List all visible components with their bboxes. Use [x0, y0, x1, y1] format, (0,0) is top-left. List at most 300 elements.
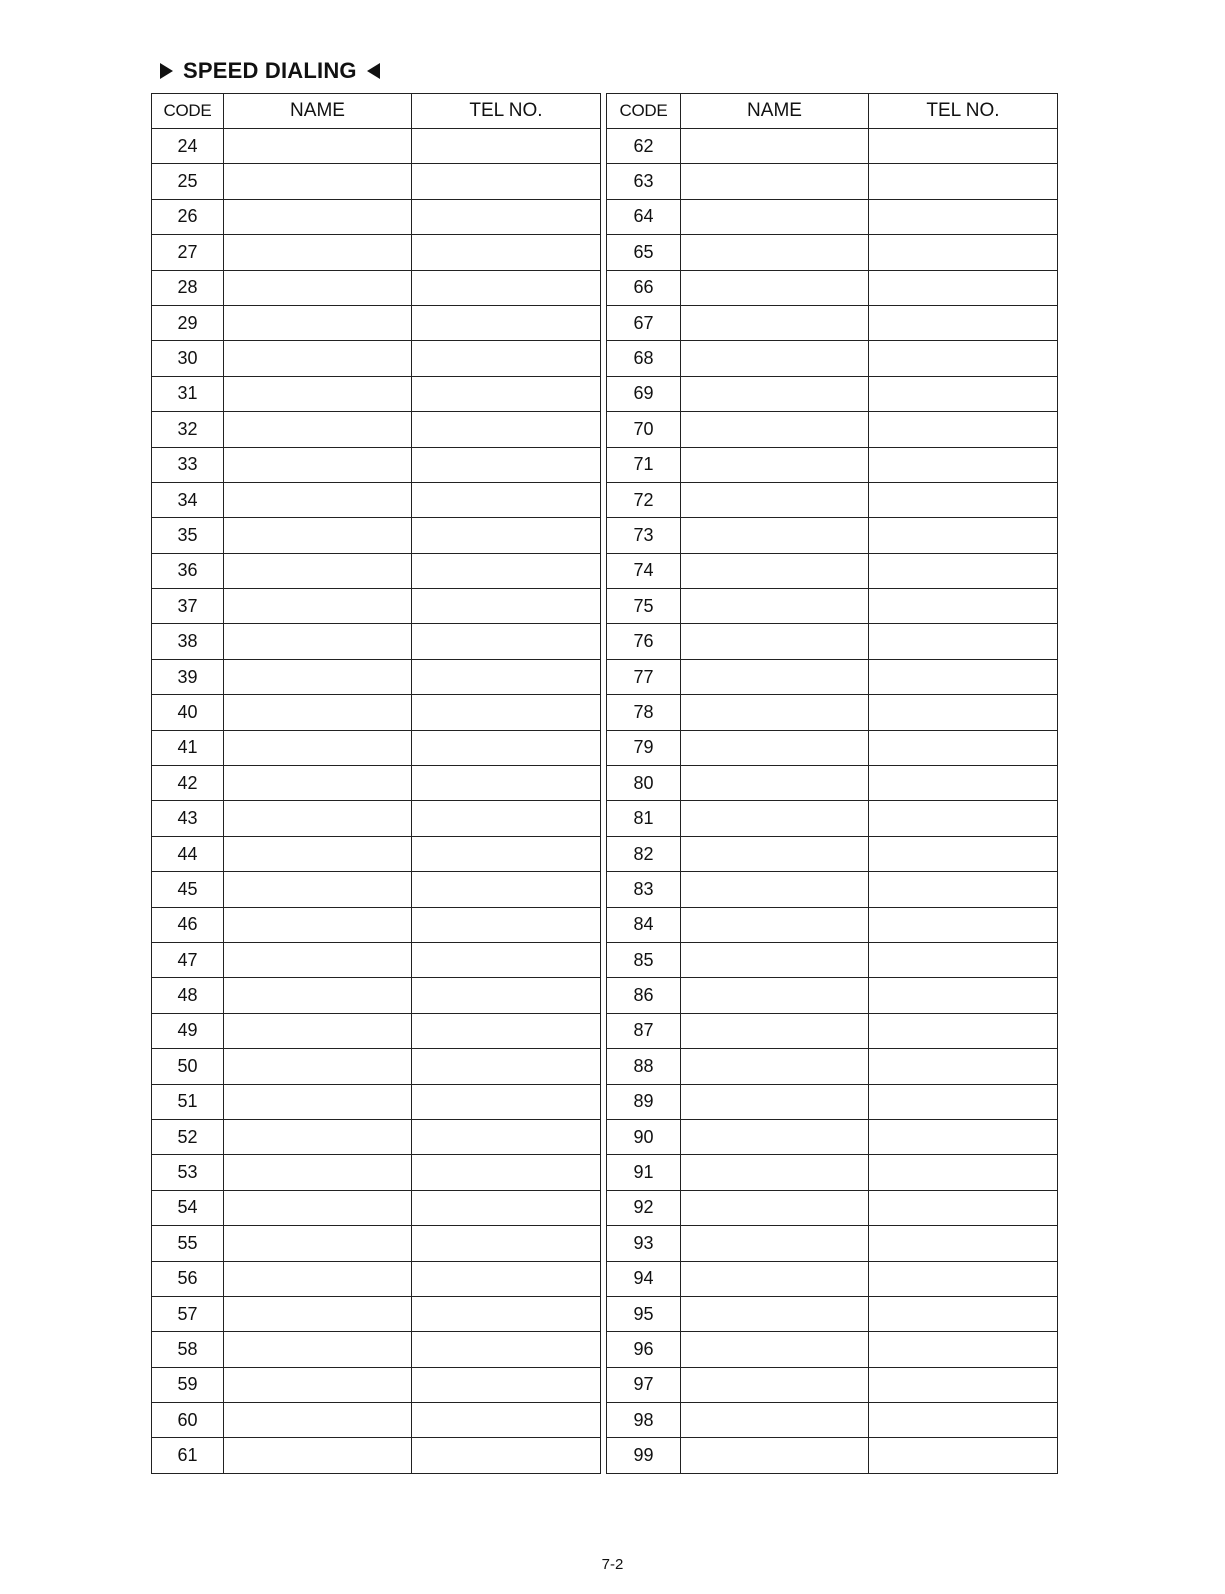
code-cell: 93 [607, 1226, 681, 1261]
code-cell: 44 [152, 836, 224, 871]
name-cell[interactable] [224, 1155, 412, 1190]
tel-cell[interactable] [412, 482, 601, 517]
table-row [607, 978, 1058, 1013]
name-cell[interactable] [681, 872, 869, 907]
name-cell[interactable] [681, 589, 869, 624]
table-row [152, 1119, 601, 1154]
name-cell[interactable] [224, 482, 412, 517]
code-cell: 99 [607, 1438, 681, 1473]
code-cell: 33 [152, 447, 224, 482]
code-cell: 87 [607, 1013, 681, 1048]
name-cell[interactable] [224, 730, 412, 765]
table-row [152, 766, 601, 801]
tel-cell[interactable] [869, 129, 1058, 164]
tel-cell[interactable] [869, 1013, 1058, 1048]
code-cell: 52 [152, 1119, 224, 1154]
tel-cell[interactable] [412, 1367, 601, 1402]
name-cell[interactable] [224, 1190, 412, 1225]
code-header: CODE [152, 94, 224, 129]
table-row [607, 766, 1058, 801]
tel-cell[interactable] [412, 412, 601, 447]
name-cell[interactable] [224, 1049, 412, 1084]
tel-cell[interactable] [869, 1155, 1058, 1190]
tel-cell[interactable] [412, 659, 601, 694]
table-row [607, 1296, 1058, 1331]
tel-cell[interactable] [412, 942, 601, 977]
code-cell: 35 [152, 518, 224, 553]
table-row [152, 978, 601, 1013]
header-row [607, 94, 1058, 129]
table-row [152, 1261, 601, 1296]
tel-cell[interactable] [869, 341, 1058, 376]
tel-cell[interactable] [412, 1013, 601, 1048]
name-cell[interactable] [224, 1332, 412, 1367]
tel-cell[interactable] [412, 801, 601, 836]
code-cell: 66 [607, 270, 681, 305]
name-cell[interactable] [681, 164, 869, 199]
table-row [152, 1226, 601, 1261]
code-cell: 65 [607, 235, 681, 270]
code-cell: 46 [152, 907, 224, 942]
code-cell: 97 [607, 1367, 681, 1402]
table-row [152, 341, 601, 376]
tel-cell[interactable] [412, 376, 601, 411]
name-cell[interactable] [681, 305, 869, 340]
name-cell[interactable] [681, 1119, 869, 1154]
code-cell: 79 [607, 730, 681, 765]
name-cell[interactable] [681, 447, 869, 482]
tel-cell[interactable] [869, 872, 1058, 907]
tel-cell[interactable] [869, 1190, 1058, 1225]
table-row [607, 235, 1058, 270]
tel-cell[interactable] [412, 1226, 601, 1261]
tel-cell[interactable] [412, 341, 601, 376]
tel-cell[interactable] [869, 589, 1058, 624]
name-cell[interactable] [224, 1226, 412, 1261]
table-row [152, 1049, 601, 1084]
table-row [607, 412, 1058, 447]
name-cell[interactable] [681, 1084, 869, 1119]
table-row [152, 872, 601, 907]
tel-cell[interactable] [412, 1084, 601, 1119]
table-row [152, 836, 601, 871]
tel-cell[interactable] [412, 447, 601, 482]
name-cell[interactable] [681, 270, 869, 305]
tel-cell[interactable] [869, 1119, 1058, 1154]
name-cell[interactable] [681, 1332, 869, 1367]
triangle-left-icon [367, 63, 380, 79]
name-cell[interactable] [224, 412, 412, 447]
code-cell: 39 [152, 659, 224, 694]
name-cell[interactable] [681, 1296, 869, 1331]
name-cell[interactable] [224, 1438, 412, 1473]
code-cell: 41 [152, 730, 224, 765]
code-cell: 45 [152, 872, 224, 907]
name-cell[interactable] [681, 1261, 869, 1296]
tel-cell[interactable] [412, 1296, 601, 1331]
name-cell[interactable] [224, 1296, 412, 1331]
name-cell[interactable] [681, 553, 869, 588]
table-row [152, 1084, 601, 1119]
code-cell: 78 [607, 695, 681, 730]
code-cell: 28 [152, 270, 224, 305]
table-row [152, 695, 601, 730]
code-cell: 81 [607, 801, 681, 836]
table-row [607, 1049, 1058, 1084]
table-row [607, 1261, 1058, 1296]
tel-cell[interactable] [869, 1332, 1058, 1367]
name-cell[interactable] [681, 235, 869, 270]
name-cell[interactable] [681, 1226, 869, 1261]
tel-cell[interactable] [869, 1084, 1058, 1119]
code-cell: 73 [607, 518, 681, 553]
name-cell[interactable] [224, 553, 412, 588]
name-cell[interactable] [224, 695, 412, 730]
name-cell[interactable] [224, 624, 412, 659]
tel-cell[interactable] [412, 978, 601, 1013]
code-cell: 49 [152, 1013, 224, 1048]
table-row [607, 695, 1058, 730]
code-cell: 51 [152, 1084, 224, 1119]
table-row [152, 730, 601, 765]
table-row [152, 1332, 601, 1367]
tel-cell[interactable] [412, 1403, 601, 1438]
code-cell: 68 [607, 341, 681, 376]
table-row [152, 624, 601, 659]
code-cell: 55 [152, 1226, 224, 1261]
code-cell: 98 [607, 1403, 681, 1438]
code-cell: 63 [607, 164, 681, 199]
table-row [152, 235, 601, 270]
table-row [607, 1084, 1058, 1119]
code-cell: 36 [152, 553, 224, 588]
table-row [607, 1190, 1058, 1225]
name-cell[interactable] [681, 1190, 869, 1225]
code-cell: 32 [152, 412, 224, 447]
name-cell[interactable] [224, 164, 412, 199]
name-cell[interactable] [681, 1367, 869, 1402]
tel-cell[interactable] [412, 907, 601, 942]
code-cell: 70 [607, 412, 681, 447]
tel-cell[interactable] [869, 1049, 1058, 1084]
name-cell[interactable] [681, 907, 869, 942]
tel-cell[interactable] [869, 801, 1058, 836]
code-cell: 50 [152, 1049, 224, 1084]
name-cell[interactable] [681, 518, 869, 553]
code-cell: 67 [607, 305, 681, 340]
name-cell[interactable] [224, 1403, 412, 1438]
code-cell: 92 [607, 1190, 681, 1225]
table-row [152, 907, 601, 942]
code-cell: 96 [607, 1332, 681, 1367]
name-cell[interactable] [681, 1049, 869, 1084]
table-row [152, 659, 601, 694]
tel-cell[interactable] [869, 978, 1058, 1013]
name-cell[interactable] [224, 907, 412, 942]
table-row [152, 553, 601, 588]
tel-cell[interactable] [412, 1155, 601, 1190]
table-row [607, 801, 1058, 836]
table-row [607, 553, 1058, 588]
tel-cell[interactable] [869, 659, 1058, 694]
table-row [152, 1155, 601, 1190]
title-text: SPEED DIALING [183, 58, 357, 83]
table-row [607, 164, 1058, 199]
table-row [152, 942, 601, 977]
code-cell: 43 [152, 801, 224, 836]
code-cell: 59 [152, 1367, 224, 1402]
table-row [607, 1438, 1058, 1473]
name-cell[interactable] [681, 376, 869, 411]
name-cell[interactable] [681, 659, 869, 694]
tel-cell[interactable] [869, 1403, 1058, 1438]
tel-cell[interactable] [869, 447, 1058, 482]
table-row [607, 1403, 1058, 1438]
triangle-right-icon [160, 63, 173, 79]
tel-cell[interactable] [412, 836, 601, 871]
code-cell: 80 [607, 766, 681, 801]
code-cell: 60 [152, 1403, 224, 1438]
name-cell[interactable] [224, 518, 412, 553]
name-cell[interactable] [224, 589, 412, 624]
table-row [152, 1403, 601, 1438]
table-row [152, 270, 601, 305]
code-cell: 83 [607, 872, 681, 907]
tel-cell[interactable] [869, 518, 1058, 553]
tel-cell[interactable] [869, 1367, 1058, 1402]
name-cell[interactable] [224, 1013, 412, 1048]
table-row [152, 376, 601, 411]
page-number: 7-2 [601, 1556, 624, 1573]
table-row [607, 199, 1058, 234]
name-cell[interactable] [224, 766, 412, 801]
tel-cell[interactable] [869, 1296, 1058, 1331]
name-cell[interactable] [224, 872, 412, 907]
code-cell: 30 [152, 341, 224, 376]
name-cell[interactable] [224, 1367, 412, 1402]
table-row [607, 624, 1058, 659]
code-cell: 53 [152, 1155, 224, 1190]
name-cell[interactable] [224, 1119, 412, 1154]
code-cell: 95 [607, 1296, 681, 1331]
tel-cell[interactable] [412, 624, 601, 659]
tel-cell[interactable] [869, 305, 1058, 340]
name-cell[interactable] [224, 341, 412, 376]
tel-cell[interactable] [869, 1226, 1058, 1261]
name-cell[interactable] [224, 199, 412, 234]
tel-cell[interactable] [869, 412, 1058, 447]
table-row [607, 1119, 1058, 1154]
tel-cell[interactable] [412, 1190, 601, 1225]
code-cell: 89 [607, 1084, 681, 1119]
tel-cell[interactable] [869, 766, 1058, 801]
name-cell[interactable] [224, 801, 412, 836]
code-cell: 27 [152, 235, 224, 270]
table-row [152, 482, 601, 517]
name-cell[interactable] [681, 801, 869, 836]
table-row [607, 872, 1058, 907]
code-cell: 38 [152, 624, 224, 659]
tel-cell[interactable] [412, 1049, 601, 1084]
code-cell: 61 [152, 1438, 224, 1473]
tel-cell[interactable] [412, 235, 601, 270]
code-cell: 57 [152, 1296, 224, 1331]
name-cell[interactable] [681, 1438, 869, 1473]
name-cell[interactable] [681, 766, 869, 801]
tel-cell[interactable] [869, 199, 1058, 234]
code-cell: 90 [607, 1119, 681, 1154]
page-title [160, 56, 380, 86]
table-row [607, 270, 1058, 305]
table-row [607, 942, 1058, 977]
table-row [607, 659, 1058, 694]
name-cell[interactable] [224, 376, 412, 411]
table-row [152, 801, 601, 836]
tel-cell[interactable] [412, 1332, 601, 1367]
name-cell[interactable] [681, 1155, 869, 1190]
code-cell: 94 [607, 1261, 681, 1296]
name-cell[interactable] [224, 447, 412, 482]
name-cell[interactable] [224, 836, 412, 871]
name-cell[interactable] [681, 978, 869, 1013]
tel-cell[interactable] [412, 766, 601, 801]
name-cell[interactable] [681, 129, 869, 164]
table-row [152, 164, 601, 199]
tel-cell[interactable] [869, 164, 1058, 199]
table-row [607, 129, 1058, 164]
tel-cell[interactable] [869, 553, 1058, 588]
table-row [607, 907, 1058, 942]
name-cell[interactable] [224, 270, 412, 305]
code-cell: 58 [152, 1332, 224, 1367]
code-cell: 84 [607, 907, 681, 942]
code-cell: 71 [607, 447, 681, 482]
tel-cell[interactable] [412, 1119, 601, 1154]
table-row [607, 482, 1058, 517]
table-row [152, 1367, 601, 1402]
name-cell[interactable] [681, 624, 869, 659]
tel-cell[interactable] [869, 270, 1058, 305]
name-cell[interactable] [681, 482, 869, 517]
code-cell: 34 [152, 482, 224, 517]
speed-dial-table-left [151, 93, 601, 1474]
table-row [607, 518, 1058, 553]
table-row [607, 730, 1058, 765]
tel-cell[interactable] [869, 1438, 1058, 1473]
table-row [607, 589, 1058, 624]
table-row [152, 447, 601, 482]
name-cell[interactable] [224, 129, 412, 164]
name-cell[interactable] [681, 942, 869, 977]
table-row [152, 129, 601, 164]
table-row [152, 1296, 601, 1331]
code-cell: 86 [607, 978, 681, 1013]
tel-cell[interactable] [412, 270, 601, 305]
code-cell: 64 [607, 199, 681, 234]
code-cell: 29 [152, 305, 224, 340]
table-row [607, 1226, 1058, 1261]
name-cell[interactable] [224, 1261, 412, 1296]
name-cell[interactable] [681, 1403, 869, 1438]
code-cell: 91 [607, 1155, 681, 1190]
tel-cell[interactable] [412, 129, 601, 164]
tel-cell[interactable] [412, 164, 601, 199]
tel-cell[interactable] [869, 836, 1058, 871]
name-cell[interactable] [681, 836, 869, 871]
name-cell[interactable] [681, 695, 869, 730]
name-cell[interactable] [681, 1013, 869, 1048]
tel-cell[interactable] [869, 695, 1058, 730]
tel-cell[interactable] [869, 235, 1058, 270]
name-cell[interactable] [224, 1084, 412, 1119]
code-cell: 88 [607, 1049, 681, 1084]
tel-header: TEL NO. [869, 94, 1058, 129]
table-row [607, 376, 1058, 411]
table-row [607, 447, 1058, 482]
code-cell: 25 [152, 164, 224, 199]
code-header: CODE [607, 94, 681, 129]
name-cell[interactable] [681, 199, 869, 234]
code-cell: 75 [607, 589, 681, 624]
tel-cell[interactable] [412, 872, 601, 907]
table-row [152, 1190, 601, 1225]
name-cell[interactable] [681, 341, 869, 376]
tel-cell[interactable] [412, 518, 601, 553]
tel-cell[interactable] [412, 730, 601, 765]
tel-cell[interactable] [869, 942, 1058, 977]
name-cell[interactable] [224, 659, 412, 694]
code-cell: 77 [607, 659, 681, 694]
code-cell: 72 [607, 482, 681, 517]
table-row [152, 305, 601, 340]
table-row [607, 305, 1058, 340]
code-cell: 62 [607, 129, 681, 164]
tel-cell[interactable] [869, 376, 1058, 411]
table-row [607, 1013, 1058, 1048]
tel-cell[interactable] [412, 1438, 601, 1473]
name-cell[interactable] [224, 942, 412, 977]
tel-cell[interactable] [412, 199, 601, 234]
tel-cell[interactable] [869, 907, 1058, 942]
header-row [152, 94, 601, 129]
tel-cell[interactable] [869, 482, 1058, 517]
tel-header: TEL NO. [412, 94, 601, 129]
code-cell: 37 [152, 589, 224, 624]
name-cell[interactable] [224, 978, 412, 1013]
code-cell: 26 [152, 199, 224, 234]
name-cell[interactable] [224, 305, 412, 340]
tel-cell[interactable] [412, 305, 601, 340]
code-cell: 24 [152, 129, 224, 164]
name-cell[interactable] [681, 730, 869, 765]
tel-cell[interactable] [412, 695, 601, 730]
name-cell[interactable] [224, 235, 412, 270]
tel-cell[interactable] [869, 730, 1058, 765]
table-row [152, 518, 601, 553]
tel-cell[interactable] [869, 1261, 1058, 1296]
code-cell: 47 [152, 942, 224, 977]
table-row [152, 1438, 601, 1473]
table-row [152, 199, 601, 234]
tel-cell[interactable] [412, 553, 601, 588]
name-cell[interactable] [681, 412, 869, 447]
table-row [607, 1332, 1058, 1367]
code-cell: 48 [152, 978, 224, 1013]
tel-cell[interactable] [412, 589, 601, 624]
tel-cell[interactable] [869, 624, 1058, 659]
code-cell: 31 [152, 376, 224, 411]
tel-cell[interactable] [412, 1261, 601, 1296]
